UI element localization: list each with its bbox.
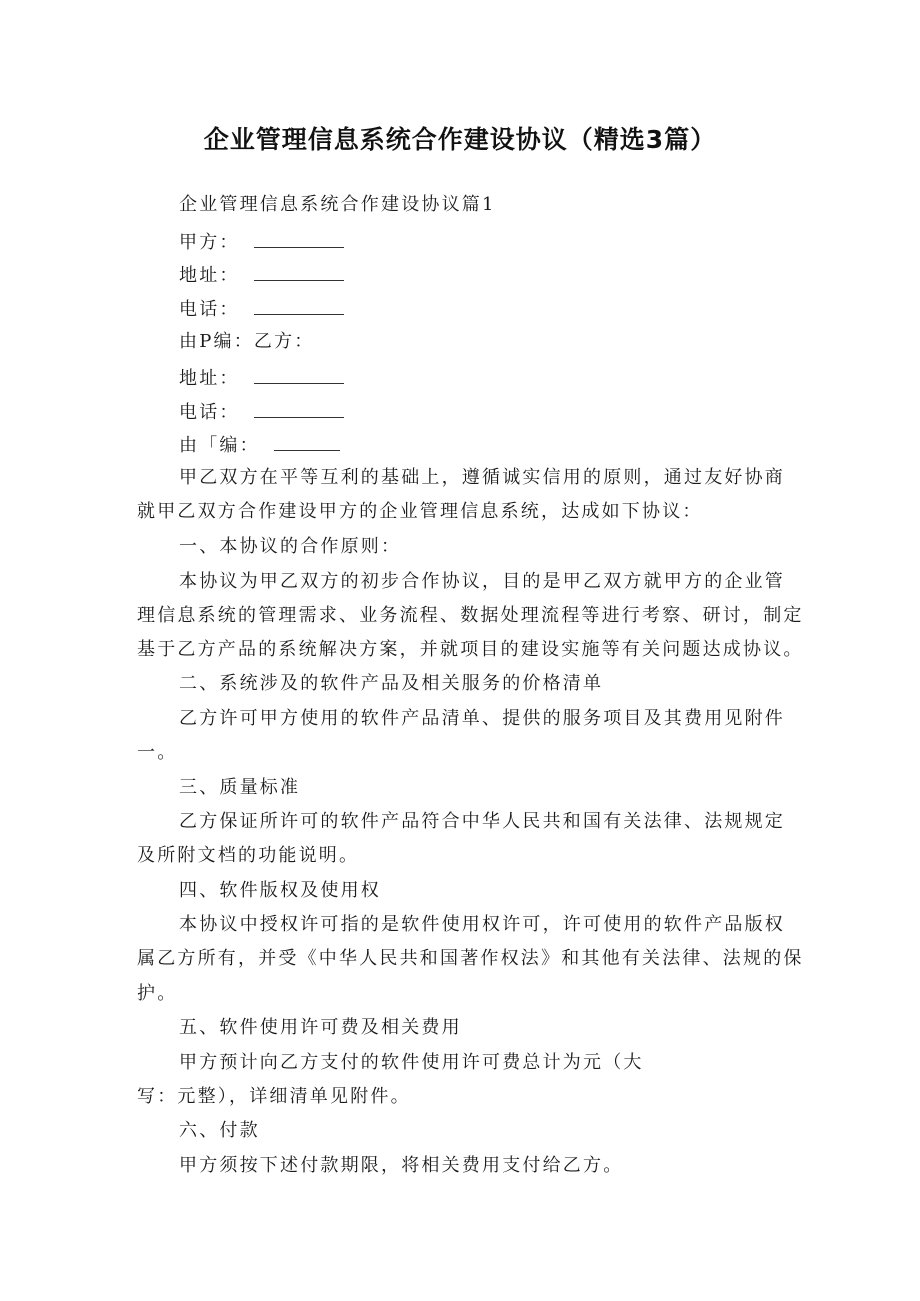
party-a-phone-field [179, 296, 344, 322]
section-3-line-1: 乙方保证所许可的软件产品符合中华人民共和国有关法律、法规规定 [179, 811, 785, 832]
section-1-line-3: 基于乙方产品的系统解决方案，并就项目的建设实施等有关问题达成协议。 [137, 639, 804, 660]
party-b-postal-field [179, 432, 340, 458]
section-2-line-2: 一。 [137, 742, 178, 763]
document-title: 企业管理信息系统合作建设协议（精选3篇） [203, 125, 717, 154]
section-5-line-2: 写：元整），详细清单见附件。 [137, 1086, 411, 1107]
section-4-line-3: 护。 [137, 983, 178, 1004]
section-1-line-2: 理信息系统的管理需求、业务流程、数据处理流程等进行考察、研讨，制定 [137, 605, 804, 626]
party-b-phone-blank [254, 399, 344, 418]
party-a-address-blank [254, 262, 344, 281]
party-b-postal-blank [274, 432, 340, 451]
section-5-line-1: 甲方预计向乙方支付的软件使用许可费总计为元（大 [179, 1052, 644, 1073]
section-heading: 企业管理信息系统合作建设协议篇1 [179, 194, 496, 215]
intro-paragraph-line-1: 甲乙双方在平等互利的基础上，遵循诚实信用的原则，通过友好协商 [179, 467, 785, 488]
intro-paragraph-line-2: 就甲乙双方合作建设甲方的企业管理信息系统，达成如下协议： [137, 501, 703, 522]
section-2-heading: 二、系统涉及的软件产品及相关服务的价格清单 [179, 673, 604, 694]
section-6-line-1: 甲方须按下述付款期限，将相关费用支付给乙方。 [179, 1155, 624, 1176]
party-a-label: 甲方： [179, 232, 240, 253]
party-b-address-field [179, 365, 344, 391]
party-b-address-blank [254, 365, 344, 384]
section-5-heading: 五、软件使用许可费及相关费用 [179, 1017, 462, 1038]
party-b-phone-label: 电话： [179, 402, 240, 423]
section-4-line-1: 本协议中授权许可指的是软件使用权许可，许可使用的软件产品版权 [179, 914, 785, 935]
party-a-address-label: 地址： [179, 265, 240, 286]
party-a-phone-blank [254, 296, 344, 315]
section-1-line-1: 本协议为甲乙双方的初步合作协议，目的是甲乙双方就甲方的企业管 [179, 571, 785, 592]
party-b-address-label: 地址： [179, 368, 240, 389]
section-2-line-1: 乙方许可甲方使用的软件产品清单、提供的服务项目及其费用见附件 [179, 708, 785, 729]
party-a-blank [254, 229, 344, 248]
section-4-heading: 四、软件版权及使用权 [179, 880, 381, 901]
section-1-heading: 一、本协议的合作原则： [179, 536, 402, 557]
section-4-line-2: 属乙方所有，并受《中华人民共和国著作权法》和其他有关法律、法规的保 [137, 948, 804, 969]
section-3-heading: 三、质量标准 [179, 777, 301, 798]
party-b-phone-field [179, 399, 344, 425]
section-6-heading: 六、付款 [179, 1120, 260, 1141]
party-b-postal-label: 由「编： [179, 435, 260, 456]
section-3-line-2: 及所附文档的功能说明。 [137, 845, 360, 866]
postal-party-b-line: 由P编：乙方： [179, 331, 315, 352]
party-a-address-field [179, 262, 344, 288]
party-a-phone-label: 电话： [179, 299, 240, 320]
party-a-field [179, 229, 344, 255]
